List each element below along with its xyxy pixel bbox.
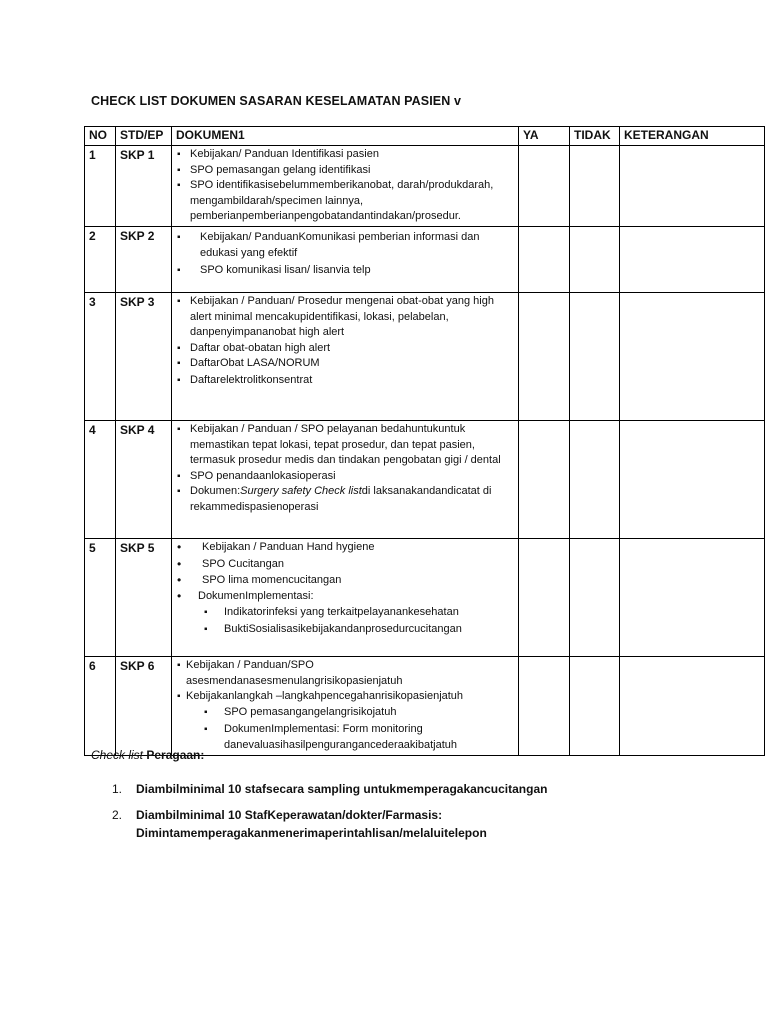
ya-cell[interactable] [519,656,570,755]
keterangan-cell[interactable] [620,656,765,755]
list-item: • SPO Cucitangan [176,557,514,573]
list-item: ▪ Kebijakan / Panduan/SPO asesmendanasesmenulangrisikopasienjatuh [176,658,514,689]
peragaan-notes [112,780,712,850]
row-documents [172,292,519,420]
note-item [112,780,712,798]
ya-cell[interactable] [519,420,570,538]
row-std: SKP 4 [116,420,172,538]
row-std: SKP 6 [116,656,172,755]
list-item: ▪ Kebijakanlangkah –langkahpencegahanrisikopasienjatuh [176,689,514,705]
row-documents [172,538,519,656]
checklist-table [84,126,765,756]
tidak-cell[interactable] [570,226,620,292]
header-no: NO [85,127,116,146]
row-documents [172,226,519,292]
table-row [85,292,765,420]
doc-prefix: Dokumen: [190,485,241,498]
sub-list-item: ▪ Indikatorinfeksi yang terkaitpelayanankesehatan [202,605,514,621]
list-item: ▪ Daftarelektrolitkonsentrat [176,373,514,389]
header-ya: YA [519,127,570,146]
list-item [176,484,514,515]
tidak-cell[interactable] [570,420,620,538]
list-item: ▪ SPO penandaanlokasioperasi [176,469,514,485]
ya-cell[interactable] [519,226,570,292]
tidak-cell[interactable] [570,538,620,656]
note-text: Diambilminimal 10 stafsecara sampling untukmemperagakancucitangan [136,782,548,796]
table-row [85,420,765,538]
doc-italic: Surgery safety Check list [240,485,362,498]
table-row [85,226,765,292]
row-std: SKP 3 [116,292,172,420]
list-item: • DokumenImplementasi: [176,589,514,605]
list-item: ▪ SPO pemasangan gelang identifikasi [176,163,514,179]
list-item: ▪ Kebijakan / Panduan / SPO pelayanan bedahuntukuntuk memastikan tepat lokasi, tepat prosedur, dan tepat pasien, termasuk prosedur medis dan tindakan pengobatan gigi / dental [176,422,514,469]
page-title: CHECK LIST DOKUMEN SASARAN KESELAMATAN PASIEN v [91,94,461,108]
list-item: ▪ Kebijakan/ Panduan Identifikasi pasien [176,147,514,163]
tidak-cell[interactable] [570,146,620,227]
list-item: ▪ SPO identifikasisebelummemberikanobat, darah/produkdarah, mengambildarah/specimen lainnya, pemberianpemberianpengobatandantindakan/prosedur. [176,178,514,225]
sub-list-item: ▪ SPO pemasangangelangrisikojatuh [202,705,514,721]
row-no: 5 [85,538,116,656]
table-row [85,538,765,656]
row-documents [172,146,519,227]
row-no: 6 [85,656,116,755]
header-dokumen: DOKUMEN1 [172,127,519,146]
ya-cell[interactable] [519,146,570,227]
header-keterangan: KETERANGAN [620,127,765,146]
keterangan-cell[interactable] [620,538,765,656]
tidak-cell[interactable] [570,292,620,420]
table-row [85,656,765,755]
ya-cell[interactable] [519,538,570,656]
row-documents [172,420,519,538]
keterangan-cell[interactable] [620,226,765,292]
header-std-ep: STD/EP [116,127,172,146]
note-number: 1. [112,782,123,796]
ya-cell[interactable] [519,292,570,420]
row-no: 4 [85,420,116,538]
checklist-italic: Check list [91,748,144,762]
row-std: SKP 2 [116,226,172,292]
tidak-cell[interactable] [570,656,620,755]
note-item [112,806,712,842]
row-no: 2 [85,226,116,292]
checklist-peragaan-label [91,748,204,762]
row-no: 1 [85,146,116,227]
sub-list-item: ▪ BuktiSosialisasikebijakandanprosedurcucitangan [202,622,514,638]
list-item: • Kebijakan / Panduan Hand hygiene [176,540,514,556]
keterangan-cell[interactable] [620,146,765,227]
row-std: SKP 1 [116,146,172,227]
row-documents [172,656,519,755]
note-number: 2. [112,808,123,822]
list-item: ▪ Kebijakan / Panduan/ Prosedur mengenai obat-obat yang high alert minimal mencakupidentifikasi, lokasi, pelabelan, danpenyimpananobat high alert [176,294,514,341]
header-tidak: TIDAK [570,127,620,146]
list-item: ▪ Daftar obat-obatan high alert [176,341,514,357]
row-std: SKP 5 [116,538,172,656]
table-header-row [85,127,765,146]
note-text: Diambilminimal 10 StafKeperawatan/dokter/Farmasis: Dimintamemperagakanmenerimaperintahlisan/melaluitelepon [136,808,487,840]
keterangan-cell[interactable] [620,420,765,538]
list-item: • SPO lima momencucitangan [176,573,514,589]
list-item: ▪ Kebijakan/ PanduanKomunikasi pemberian informasi dan edukasi yang efektif [176,230,514,261]
table-row [85,146,765,227]
sub-list-item: ▪ DokumenImplementasi: Form monitoring danevaluasihasilpengurangancederaakibatjatuh [202,722,514,753]
list-item: ▪ DaftarObat LASA/NORUM [176,356,514,372]
checklist-rest: Peragaan: [143,748,205,762]
keterangan-cell[interactable] [620,292,765,420]
row-no: 3 [85,292,116,420]
doc-suffix: di laksanakandandicatat di rekammedispasienoperasi [190,485,492,513]
list-item: ▪ SPO komunikasi lisan/ lisanvia telp [176,263,514,279]
